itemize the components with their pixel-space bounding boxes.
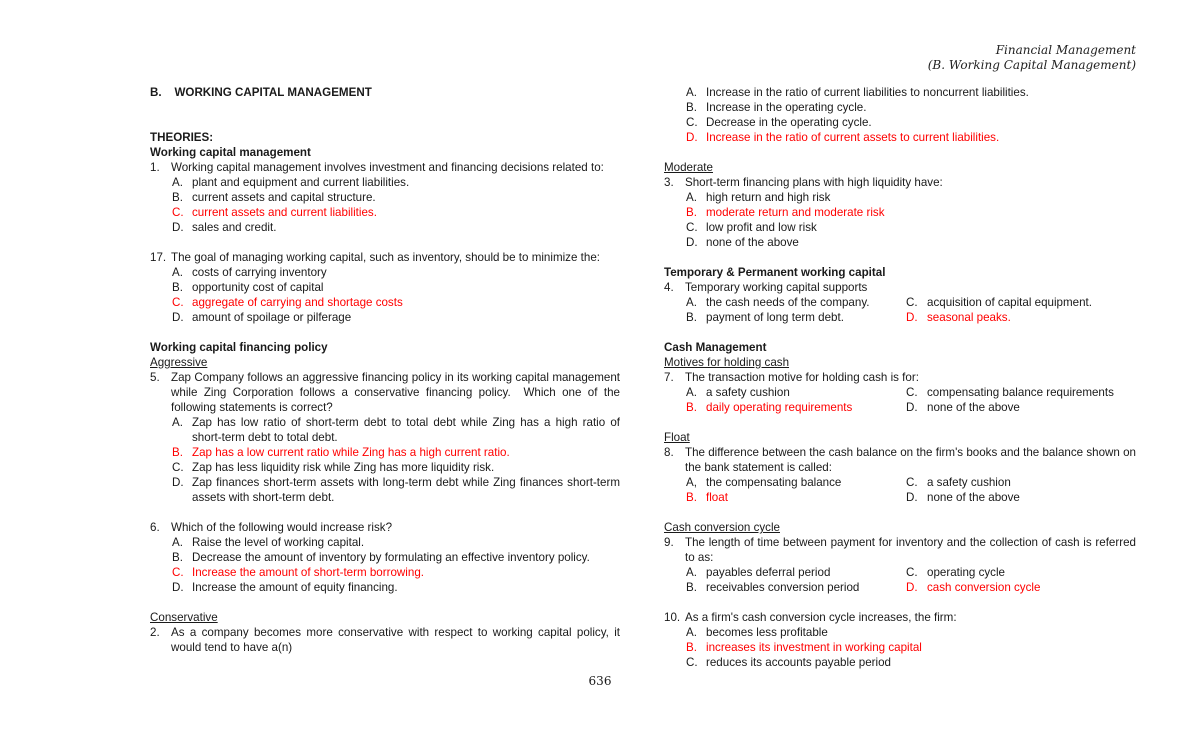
question-2 <box>150 625 620 655</box>
question-17 <box>150 250 620 265</box>
cash-heading: Cash Management <box>664 341 767 354</box>
conservative-subheading: Conservative <box>150 611 218 624</box>
question-number: 4. <box>664 281 674 294</box>
option <box>664 115 1136 130</box>
option-text: payables deferral period <box>706 566 831 579</box>
option-text: increases its investment in working capital <box>706 641 922 654</box>
option-answer <box>150 295 620 310</box>
theories-heading: THEORIES: <box>150 131 214 144</box>
option-text: receivables conversion period <box>706 581 860 594</box>
option-letter: D. <box>906 401 918 414</box>
option-text-answer: daily operating requirements <box>706 401 853 414</box>
option-letter: C. <box>686 656 698 669</box>
option-text: none of the above <box>927 491 1020 504</box>
question-text: Which of the following would increase risk? <box>171 521 393 534</box>
option-text: sales and credit. <box>192 221 277 234</box>
question-text: Zap Company follows an aggressive financing policy in its working capital management while Zing Corporation follows a conservative financing policy. Which one of the following statements is correct? <box>171 371 620 414</box>
float-subheading: Float <box>664 431 690 444</box>
motives-subheading: Motives for holding cash <box>664 356 790 369</box>
option-letter-answer: B. <box>686 491 697 504</box>
option-letter: B. <box>686 101 697 114</box>
header-subtitle: (B. Working Capital Management) <box>927 58 1136 72</box>
option-text: opportunity cost of capital <box>192 281 324 294</box>
option-letter: B. <box>686 206 697 219</box>
option-letter: A. <box>172 536 183 549</box>
option-text: the cash needs of the company. <box>706 296 870 309</box>
question-number: 8. <box>664 446 674 459</box>
option-text: Zap finances short-term assets with long-term debt while Zing finances short-term assets with short-term debt. <box>192 476 620 504</box>
ccc-subheading: Cash conversion cycle <box>664 521 780 534</box>
option-letter: D. <box>906 491 918 504</box>
option-text: Increase in the ratio of current liabilities to noncurrent liabilities. <box>706 86 1029 99</box>
option-text: Increase in the operating cycle. <box>706 101 867 114</box>
question-number: 6. <box>150 521 160 534</box>
option <box>664 190 1136 205</box>
option <box>150 280 620 295</box>
option <box>664 220 1136 235</box>
option-text: Increase the amount of equity financing. <box>192 581 398 594</box>
option <box>150 535 620 550</box>
option-letter: C. <box>906 296 918 309</box>
question-text: The length of time between payment for inventory and the collection of cash is referred to as: <box>685 536 1136 564</box>
option-letter: A. <box>172 266 183 279</box>
option-text: none of the above <box>706 236 799 249</box>
option-letter: A. <box>172 416 183 429</box>
option-letter: C. <box>172 566 184 579</box>
option-letter: D. <box>172 311 184 324</box>
option-answer <box>150 205 620 220</box>
option-letter: C. <box>906 476 918 489</box>
question-text: As a firm's cash conversion cycle increases, the firm: <box>685 611 957 624</box>
question-1 <box>150 160 620 175</box>
option <box>664 235 1136 250</box>
option-letter: D. <box>172 221 184 234</box>
option-row <box>664 565 1136 580</box>
option-text: Zap has less liquidity risk while Zing has more liquidity risk. <box>192 461 495 474</box>
option-text: low profit and low risk <box>706 221 817 234</box>
option-text: compensating balance requirements <box>927 386 1114 399</box>
section-title: B. WORKING CAPITAL MANAGEMENT <box>150 86 372 99</box>
option-text: Zap has a low current ratio while Zing has a high current ratio. <box>192 446 510 459</box>
option-text: Increase in the ratio of current assets to current liabilities. <box>706 131 1000 144</box>
option <box>150 310 620 325</box>
question-number: 5. <box>150 371 160 384</box>
option-letter: A. <box>686 86 697 99</box>
option-row <box>664 580 1136 595</box>
option-letter: A. <box>686 566 697 579</box>
option-letter: D. <box>686 236 698 249</box>
option-text: current assets and capital structure. <box>192 191 376 204</box>
option-letter: C. <box>686 116 698 129</box>
option-text-answer: cash conversion cycle <box>927 581 1041 594</box>
option-letter: A, <box>686 476 697 489</box>
wcm-heading: Working capital management <box>150 146 311 159</box>
question-number: 3. <box>664 176 674 189</box>
question-5 <box>150 370 620 415</box>
option-letter: B. <box>172 551 183 564</box>
option-row <box>664 475 1136 490</box>
option-answer <box>150 445 620 460</box>
option-letter: B. <box>172 446 183 459</box>
option-letter: A. <box>686 626 697 639</box>
question-number: 2. <box>150 626 160 639</box>
option <box>150 190 620 205</box>
option-row <box>664 295 1136 310</box>
question-7 <box>664 370 1136 385</box>
option-text: reduces its accounts payable period <box>706 656 891 669</box>
question-number: 17. <box>150 251 167 264</box>
option-letter-answer: D. <box>906 581 918 594</box>
option-letter: A. <box>686 386 697 399</box>
question-number: 1. <box>150 161 160 174</box>
question-text: The difference between the cash balance on the firm's books and the balance shown on the bank statement is called: <box>685 446 1136 474</box>
question-10 <box>664 610 1136 625</box>
option-text: moderate return and moderate risk <box>706 206 885 219</box>
option-text-answer: seasonal peaks. <box>927 311 1011 324</box>
option-text: high return and high risk <box>706 191 831 204</box>
option <box>150 265 620 280</box>
option-text: amount of spoilage or pilferage <box>192 311 352 324</box>
option-text: costs of carrying inventory <box>192 266 327 279</box>
question-4 <box>664 280 1136 295</box>
option-text: Raise the level of working capital. <box>192 536 365 549</box>
option-letter: B. <box>686 311 697 324</box>
option-text: acquisition of capital equipment. <box>927 296 1092 309</box>
option-letter: A. <box>172 176 183 189</box>
option-letter: C. <box>906 566 918 579</box>
option-text: current assets and current liabilities. <box>192 206 377 219</box>
option-letter: C. <box>686 221 698 234</box>
option <box>664 100 1136 115</box>
option <box>150 220 620 235</box>
option-letter: C. <box>172 461 184 474</box>
option-row <box>664 490 1136 505</box>
option-letter: C. <box>172 206 184 219</box>
option-row <box>664 385 1136 400</box>
option-letter: D. <box>172 581 184 594</box>
option-row <box>664 400 1136 415</box>
option-text-answer: float <box>706 491 728 504</box>
running-header <box>928 43 1136 73</box>
moderate-subheading: Moderate <box>664 161 713 174</box>
option-text: Zap has low ratio of short-term debt to total debt while Zing has a high ratio of short-term debt to total debt. <box>192 416 620 444</box>
option <box>150 475 620 505</box>
question-text: Temporary working capital supports <box>685 281 868 294</box>
option-answer <box>664 205 1136 220</box>
option-answer <box>664 130 1136 145</box>
option <box>664 655 1136 670</box>
question-number: 9. <box>664 536 674 549</box>
question-number: 10. <box>664 611 681 624</box>
option-letter: D. <box>686 131 698 144</box>
option-letter: D. <box>172 476 184 489</box>
option-text: payment of long term debt. <box>706 311 844 324</box>
option-letter-answer: D. <box>906 311 918 324</box>
page-number: 636 <box>588 674 612 688</box>
option-text: Decrease in the operating cycle. <box>706 116 872 129</box>
question-8 <box>664 445 1136 475</box>
option-text: a safety cushion <box>927 476 1011 489</box>
option-row <box>664 310 1136 325</box>
option <box>150 460 620 475</box>
question-number: 7. <box>664 371 674 384</box>
option-text: plant and equipment and current liabilities. <box>192 176 410 189</box>
question-text: The transaction motive for holding cash is for: <box>685 371 919 384</box>
option-letter: C. <box>906 386 918 399</box>
question-text: As a company becomes more conservative with respect to working capital policy, it would tend to have a(n) <box>171 626 620 654</box>
option <box>150 175 620 190</box>
option <box>664 625 1136 640</box>
option-text: Increase the amount of short-term borrowing. <box>192 566 424 579</box>
option <box>150 580 620 595</box>
question-9 <box>664 535 1136 565</box>
option-letter: A. <box>686 191 697 204</box>
tp-heading: Temporary & Permanent working capital <box>664 266 886 279</box>
question-text: Working capital management involves investment and financing decisions related to: <box>171 161 604 174</box>
option-letter: B. <box>686 641 697 654</box>
option-letter: A. <box>686 296 697 309</box>
option-text: Decrease the amount of inventory by formulating an effective inventory policy. <box>192 551 590 564</box>
aggressive-subheading: Aggressive <box>150 356 208 369</box>
policy-heading: Working capital financing policy <box>150 341 328 354</box>
option-letter-answer: B. <box>686 401 697 414</box>
option-text: becomes less profitable <box>706 626 828 639</box>
question-6 <box>150 520 620 535</box>
option-letter: B. <box>172 191 183 204</box>
option-letter: B. <box>686 581 697 594</box>
option-letter: B. <box>172 281 183 294</box>
option-answer <box>150 565 620 580</box>
question-3 <box>664 175 1136 190</box>
left-column <box>150 85 620 655</box>
header-title: Financial Management <box>995 43 1136 57</box>
option-text: aggregate of carrying and shortage costs <box>192 296 403 309</box>
question-text: The goal of managing working capital, such as inventory, should be to minimize the: <box>171 251 600 264</box>
option-letter: C. <box>172 296 184 309</box>
right-column <box>664 85 1136 670</box>
option-text: the compensating balance <box>706 476 842 489</box>
option <box>150 415 620 445</box>
option-answer <box>664 640 1136 655</box>
option-text: operating cycle <box>927 566 1005 579</box>
option <box>664 85 1136 100</box>
option-text: a safety cushion <box>706 386 790 399</box>
question-text: Short-term financing plans with high liquidity have: <box>685 176 943 189</box>
option <box>150 550 620 565</box>
option-text: none of the above <box>927 401 1020 414</box>
